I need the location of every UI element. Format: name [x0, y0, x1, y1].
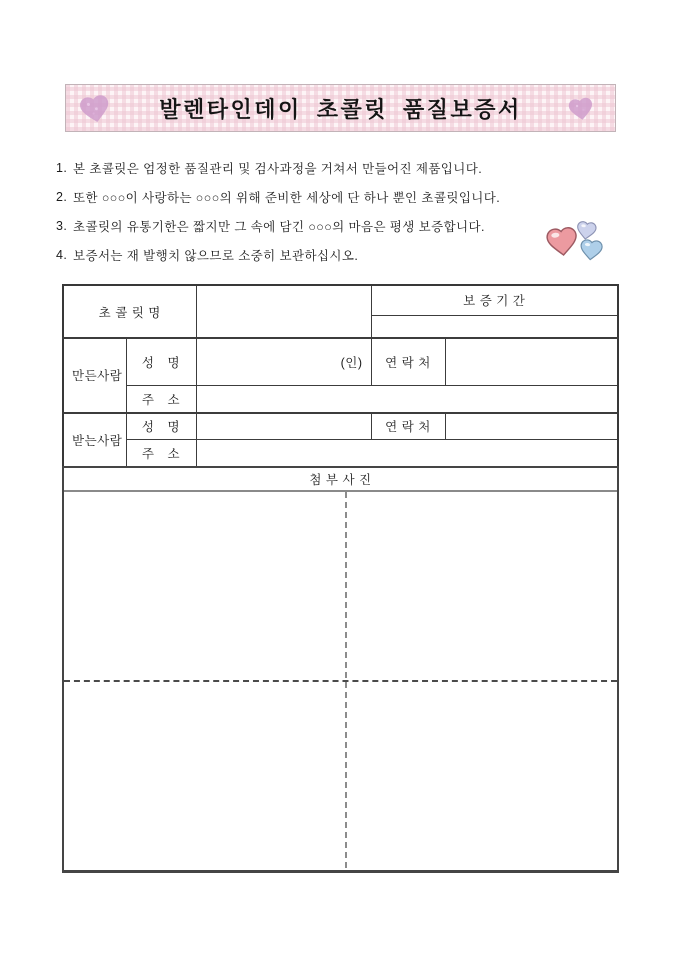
- notice-number: 4.: [56, 247, 68, 262]
- maker-name-label: 성 명: [126, 338, 196, 386]
- hearts-decoration: [543, 220, 605, 266]
- notice-item-1: [56, 153, 601, 182]
- notice-number: 1.: [56, 160, 68, 175]
- notice-item-4: [56, 240, 601, 269]
- photo-grid-horizontal-divider: [64, 680, 617, 682]
- notice-text: 본 초콜릿은 엄정한 품질관리 및 검사과정을 거쳐서 만들어진 제품입니다.: [73, 161, 483, 176]
- notice-item-3: [56, 211, 601, 240]
- photo-slot-4[interactable]: [341, 680, 618, 868]
- receiver-address-label: 주 소: [126, 440, 196, 467]
- photo-section-header: 첨 부 사 진: [64, 468, 617, 492]
- page-title: 발렌타인데이 초콜릿 품질보증서: [159, 96, 522, 122]
- banner-left-heart-icon: [75, 88, 115, 129]
- blue-heart-icon: [580, 239, 603, 260]
- chocolate-name-label: 초 콜 릿 명: [63, 285, 196, 338]
- banner-right-heart-icon: [565, 92, 597, 126]
- notice-number: 2.: [56, 189, 68, 204]
- maker-name-field[interactable]: [196, 338, 371, 386]
- title-banner: [65, 84, 616, 132]
- maker-contact-field[interactable]: [445, 338, 618, 386]
- lavender-heart-icon: [576, 221, 597, 240]
- seal-label: (인): [340, 356, 363, 370]
- maker-contact-label: 연 락 처: [371, 338, 445, 386]
- receiver-contact-field[interactable]: [445, 413, 618, 440]
- photo-slot-1[interactable]: [64, 492, 341, 680]
- warranty-period-label: 보 증 기 간: [371, 285, 618, 315]
- photo-section: [62, 466, 619, 873]
- maker-address-label: 주 소: [126, 386, 196, 413]
- notice-text: 초콜릿의 유통기한은 짧지만 그 속에 담긴 ○○○의 마음은 평생 보증합니다.: [73, 219, 485, 234]
- info-table: [62, 284, 619, 468]
- photo-slot-2[interactable]: [341, 492, 618, 680]
- maker-label: 만든사람: [63, 338, 126, 413]
- notice-text: 보증서는 재 발행치 않으므로 소중히 보관하십시오.: [73, 248, 359, 263]
- notice-number: 3.: [56, 218, 68, 233]
- notice-text: 또한 ○○○이 사랑하는 ○○○의 위해 준비한 세상에 단 하나 뿐인 초콜릿입니다.: [73, 190, 501, 205]
- receiver-contact-label: 연 락 처: [371, 413, 445, 440]
- photo-grid: [64, 492, 617, 868]
- photo-slot-3[interactable]: [64, 680, 341, 868]
- maker-address-field[interactable]: [196, 386, 618, 413]
- receiver-name-field[interactable]: [196, 413, 371, 440]
- receiver-name-label: 성 명: [126, 413, 196, 440]
- receiver-label: 받는사람: [63, 413, 126, 467]
- chocolate-name-field[interactable]: [196, 285, 371, 338]
- pink-heart-icon: [546, 227, 578, 256]
- warranty-period-field[interactable]: [371, 315, 618, 338]
- receiver-address-field[interactable]: [196, 440, 618, 467]
- notice-item-2: [56, 182, 601, 211]
- notice-list: [56, 153, 601, 269]
